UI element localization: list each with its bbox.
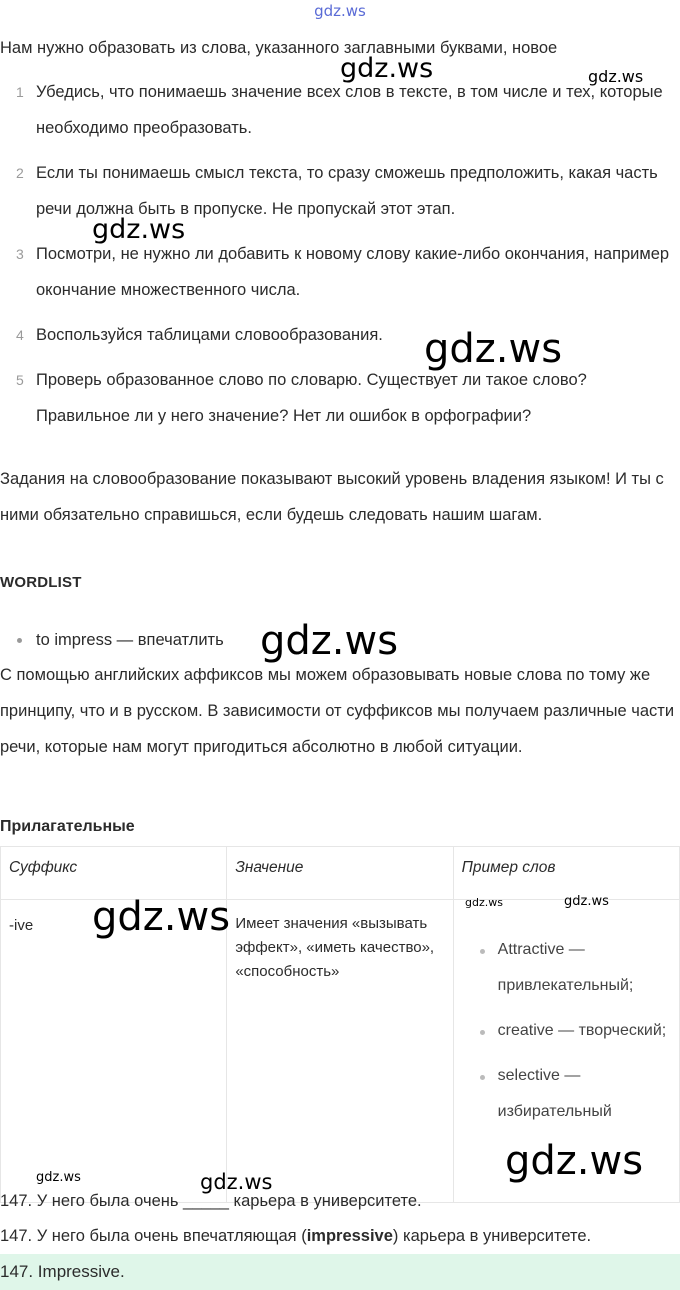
column-header-examples: Пример слов: [453, 847, 679, 900]
examples-list: [462, 932, 671, 1130]
column-header-suffix: Суффикс: [1, 847, 227, 900]
wordlist-item: to impress — впечатлить: [0, 622, 224, 658]
filled-word: impressive: [306, 1227, 393, 1245]
step-text: Воспользуйся таблицами словообразования.: [36, 326, 383, 344]
watermark: gdz.ws: [200, 1170, 273, 1194]
step-number: 2: [16, 165, 24, 181]
steps-list: [0, 74, 680, 443]
step-text: Убедись, что понимаешь значение всех слов в тексте, в том числе и тех, которые необходимо преобразовать.: [36, 83, 663, 137]
wordlist: [0, 622, 224, 658]
step-item: [0, 236, 680, 308]
watermark: gdz.ws: [340, 53, 434, 84]
step-text: Проверь образованное слово по словарю. Существует ли такое слово? Правильное ли у него значение? Нет ли ошибок в орфографии?: [36, 371, 587, 425]
affixes-paragraph: С помощью английских аффиксов мы можем образовывать новые слова по тому же принципу, что и в русском. В зависимости от суффиксов мы получаем различные части речи, которые нам могут пригодиться абсолютно в любой ситуации.: [0, 666, 675, 756]
watermark: gdz.ws: [36, 1170, 81, 1185]
step-text: Если ты понимаешь смысл текста, то сразу сможешь предположить, какая часть речи должна быть в пропуске. Не пропускай этот этап.: [36, 164, 658, 218]
suffix-cell: -ive: [1, 900, 227, 1203]
watermark: gdz.ws: [505, 1138, 644, 1184]
step-number: 1: [16, 84, 24, 100]
watermark: gdz.ws: [92, 894, 231, 940]
example-item: Attractive — привлекательный;: [462, 932, 671, 1004]
column-header-meaning: Значение: [227, 847, 453, 900]
watermark: gdz.ws: [564, 894, 609, 909]
intro-text: Нам нужно образовать из слова, указанного заглавными буквами, новое: [0, 39, 558, 57]
watermark: gdz.ws: [260, 618, 399, 664]
table-header-row: [1, 847, 680, 900]
answer-bar: 147. Impressive.: [0, 1254, 680, 1290]
exercise-filled-sentence: [0, 1218, 591, 1254]
example-item: selective — избирательный: [462, 1058, 671, 1130]
watermark: gdz.ws: [588, 67, 644, 86]
watermark: gdz.ws: [465, 896, 503, 909]
filled-text-before: 147. У него была очень впечатляющая (: [0, 1227, 307, 1245]
watermark: gdz.ws: [92, 214, 186, 245]
step-number: 3: [16, 246, 24, 262]
step-item: [0, 362, 680, 434]
watermark: gdz.ws: [424, 326, 563, 372]
wordlist-heading: WORDLIST: [0, 574, 82, 591]
example-item: creative — творческий;: [462, 1013, 671, 1049]
step-text: Посмотри, не нужно ли добавить к новому слову какие-либо окончания, например окончание множественного числа.: [36, 245, 670, 299]
wordformation-paragraph: Задания на словообразование показывают высокий уровень владения языком! И ты с ними обязательно справишься, если будешь следовать нашим шагам.: [0, 470, 664, 524]
step-number: 5: [16, 372, 24, 388]
step-item: [0, 74, 680, 146]
meaning-cell: Имеет значения «вызывать эффект», «иметь качество», «способность»: [227, 900, 453, 1203]
step-number: 4: [16, 327, 24, 343]
step-item: [0, 317, 680, 353]
filled-text-after: ) карьера в университете.: [392, 1227, 592, 1245]
exercise-question: 147. У него была очень _____ карьера в университете.: [0, 1192, 422, 1210]
adjectives-heading: Прилагательные: [0, 818, 135, 835]
site-watermark-top: gdz.ws: [314, 2, 366, 20]
